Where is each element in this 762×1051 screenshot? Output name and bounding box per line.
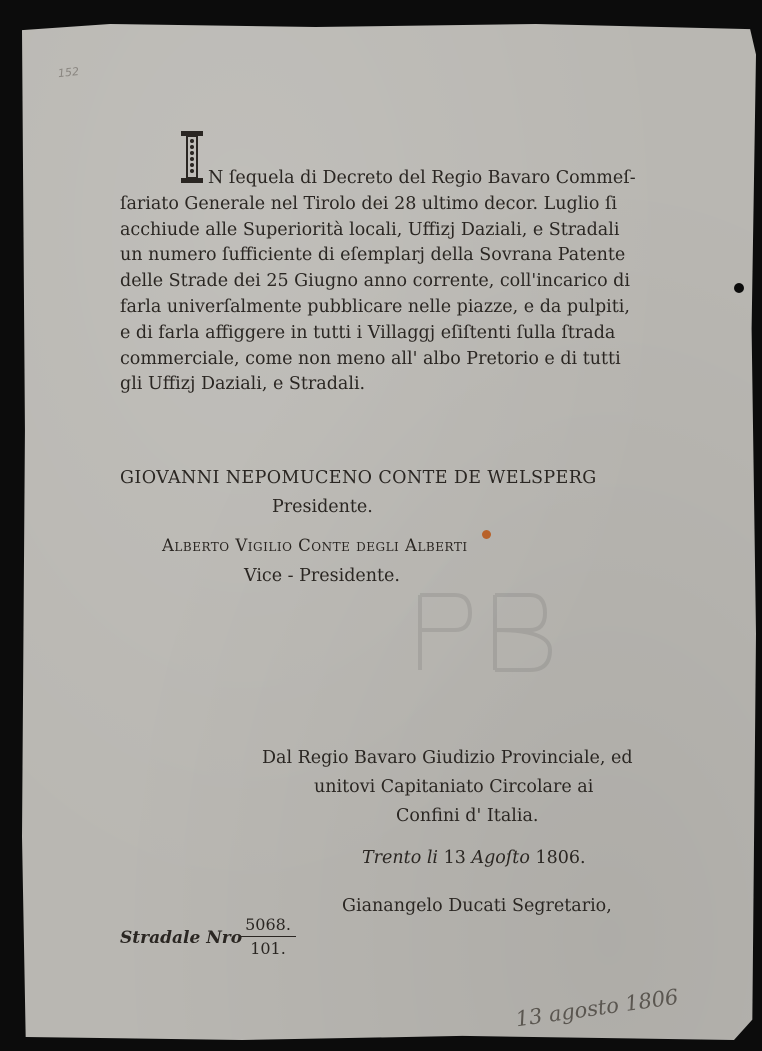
watermark-shape [400,575,600,685]
handwritten-date-note: 13 agosto 1806 [514,984,680,1032]
president-title: Presidente. [272,497,373,517]
corner-mark: 152 [57,64,80,81]
stradale-denominator: 101. [250,939,286,958]
body-line-5: delle Strade dei 25 Giugno anno corrente, coll'incarico di [120,271,630,292]
stradale-numerator: 5068. [240,915,296,937]
vice-president-name: Alberto Vigilio Conte degli Alberti [162,536,468,555]
court-line-3: Confini d' Italia. [396,806,539,826]
date-line [362,848,586,868]
stradale-number [240,915,296,958]
court-line-1: Dal Regio Bavaro Giudizio Provinciale, ed [262,748,633,768]
date-place: Trento [362,848,422,868]
stradale-label: Stradale Nro [120,928,243,948]
body-line-6: farla univerſalmente pubblicare nelle piazze, e da pulpiti, [120,296,630,317]
body-line-1: N ſequela di Decreto del Regio Bavaro Commeſ- [208,168,636,188]
date-year: 1806. [535,848,586,868]
secretary-signature: Gianangelo Ducati Segretario, [342,896,612,916]
body-line-8: commerciale, come non meno all' albo Pretorio e di tutti [120,348,621,369]
body-line-2: ſariato Generale nel Tirolo dei 28 ultimo decor. Luglio ſi [120,193,618,214]
ink-stain [482,530,491,539]
body-line-3: acchiude alle Superiorità locali, Uffizj Daziali, e Stradali [120,219,620,240]
body-line-4: un numero ſufficiente di eſemplarj della Sovrana Patente [120,245,626,266]
president-name: GIOVANNI NEPOMUCENO CONTE DE WELSPERG [120,468,597,488]
paper-hole [734,283,744,293]
body-line-7: e di farla affiggere in tutti i Villaggj eſiſtenti ſulla ſtrada [120,322,616,343]
date-day: 13 [443,848,466,868]
date-month: Agoſto [471,848,530,868]
body-line-9: gli Uffizj Daziali, e Stradali. [120,374,366,395]
date-li: li [426,848,439,868]
court-line-2: unitovi Capitaniato Circolare ai [314,777,594,797]
vice-president-title: Vice - Presidente. [244,566,400,586]
decree-body [120,166,650,398]
